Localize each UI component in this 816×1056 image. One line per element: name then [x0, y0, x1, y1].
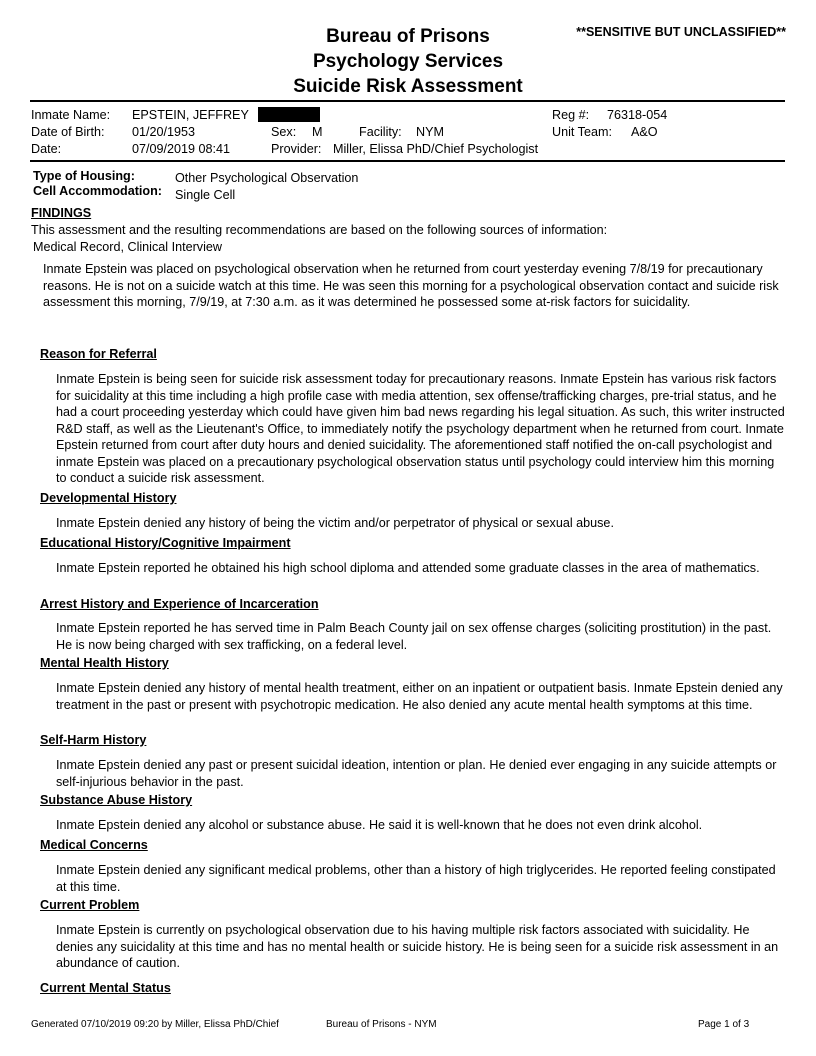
- cell-accommodation-label: Cell Accommodation:: [33, 184, 162, 198]
- section-heading-medical-concerns: Medical Concerns: [40, 838, 148, 852]
- findings-heading: FINDINGS: [31, 206, 92, 220]
- sex-label: Sex:: [271, 125, 297, 139]
- inmate-name-label: Inmate Name:: [31, 108, 111, 122]
- section-heading-current-problem: Current Problem: [40, 898, 140, 912]
- section-body-educational-history: Inmate Epstein reported he obtained his high school diploma and attended some graduate classes in the area of mathematics.: [56, 561, 760, 575]
- section-body-mental-health-history: Inmate Epstein denied any history of mental health treatment, either on an inpatient or outpatient basis. Inmate Epstein denied any treatment in the past or present with psychotropic medication. He also denied any acute mental health symptoms at this time.: [56, 681, 783, 712]
- provider-value: Miller, Elissa PhD/Chief Psychologist: [333, 142, 539, 156]
- footer-organization: Bureau of Prisons - NYM: [326, 1019, 437, 1030]
- dob-label: Date of Birth:: [31, 125, 105, 139]
- facility-label: Facility:: [359, 125, 402, 139]
- section-heading-reason-for-referral: Reason for Referral: [40, 347, 157, 361]
- redaction-block: [258, 107, 320, 122]
- section-heading-current-mental-status: Current Mental Status: [40, 981, 171, 995]
- section-body-substance-abuse-history: Inmate Epstein denied any alcohol or substance abuse. He said it is well-known that he does not even drink alcohol.: [56, 818, 703, 832]
- section-body-arrest-history: Inmate Epstein reported he has served time in Palm Beach County jail on sex offense charges (soliciting prostitution) in the past. He is now being charged with sex trafficking, on a federal level.: [56, 621, 772, 652]
- housing-type-value: Other Psychological Observation: [175, 171, 359, 185]
- cell-accommodation-value: Single Cell: [175, 188, 236, 202]
- section-body-medical-concerns: Inmate Epstein denied any significant medical problems, other than a history of high triglycerides. He reported feeling constipated at this time.: [56, 863, 776, 894]
- sex-value: M: [312, 125, 323, 139]
- unit-team-value: A&O: [631, 125, 658, 139]
- facility-value: NYM: [416, 125, 444, 139]
- header-divider-top: [30, 100, 785, 102]
- section-heading-self-harm-history: Self-Harm History: [40, 733, 147, 747]
- date-label: Date:: [31, 142, 62, 156]
- footer-page-number: Page 1 of 3: [698, 1019, 750, 1030]
- date-value: 07/09/2019 08:41: [132, 142, 231, 156]
- document-title-line-3: Suicide Risk Assessment: [293, 76, 523, 97]
- section-body-reason-for-referral: Inmate Epstein is being seen for suicide risk assessment today for precautionary reasons. Inmate Epstein has various risk factors for suicidality at this time including a high profile case with media attention, sex offense/trafficking charges, pre-trial status, and he had a court proceeding yesterday which could have given him bad news regarding his legal situation. As such, this writer instructed R&D staff, as well as the Lieutenant's Office, to immediately notify the psychology department when he returned from court. Inmate Epstein returned from court after duty hours and denied suicidality. The aforementioned staff notified the on-call psychologist and inmate Epstein was placed on a precautionary psychological observation status until psychology could interview him this morning to conduct a suicide risk assessment.: [56, 372, 785, 485]
- section-heading-arrest-history: Arrest History and Experience of Incarceration: [40, 597, 319, 611]
- inmate-name: EPSTEIN, JEFFREY: [132, 108, 249, 122]
- findings-sources: Medical Record, Clinical Interview: [33, 240, 222, 254]
- section-heading-mental-health-history: Mental Health History: [40, 656, 169, 670]
- findings-intro: This assessment and the resulting recommendations are based on the following sources of information:: [31, 223, 608, 237]
- dob-value: 01/20/1953: [132, 125, 196, 139]
- document-title-line-2: Psychology Services: [312, 51, 504, 72]
- findings-summary: Inmate Epstein was placed on psychological observation when he returned from court yesterday evening 7/8/19 for precautionary reasons. He is not on a suicide watch at this time. He was seen this morning for a psychological observation contact and suicide risk assessment this morning, 7/9/19, at 7:30 a.m. as it was determined he possessed some at-risk factors for suicidality.: [43, 262, 779, 309]
- section-body-developmental-history: Inmate Epstein denied any history of being the victim and/or perpetrator of physical or sexual abuse.: [56, 516, 614, 530]
- reg-value: 76318-054: [607, 108, 668, 122]
- document-title-line-1: Bureau of Prisons: [326, 26, 490, 47]
- section-heading-substance-abuse-history: Substance Abuse History: [40, 793, 193, 807]
- header-divider-bottom: [30, 160, 785, 162]
- housing-type-label: Type of Housing:: [33, 169, 135, 183]
- classification-banner: **SENSITIVE BUT UNCLASSIFIED**: [576, 25, 786, 39]
- footer-generated: Generated 07/10/2019 09:20 by Miller, Elissa PhD/Chief: [31, 1019, 279, 1030]
- reg-label: Reg #:: [552, 108, 590, 122]
- section-body-current-problem: Inmate Epstein is currently on psychological observation due to his having multiple risk factors associated with suicidality. He denies any suicidality at this time and has no mental health or suicide history. He is being seen for a suicide risk assessment in an abundance of caution.: [56, 923, 779, 970]
- section-heading-developmental-history: Developmental History: [40, 491, 177, 505]
- section-body-self-harm-history: Inmate Epstein denied any past or present suicidal ideation, intention or plan. He denied ever engaging in any suicide attempts or self-injurious behavior in the past.: [56, 758, 777, 789]
- unit-team-label: Unit Team:: [552, 125, 612, 139]
- provider-label: Provider:: [271, 142, 322, 156]
- section-heading-educational-history: Educational History/Cognitive Impairment: [40, 536, 291, 550]
